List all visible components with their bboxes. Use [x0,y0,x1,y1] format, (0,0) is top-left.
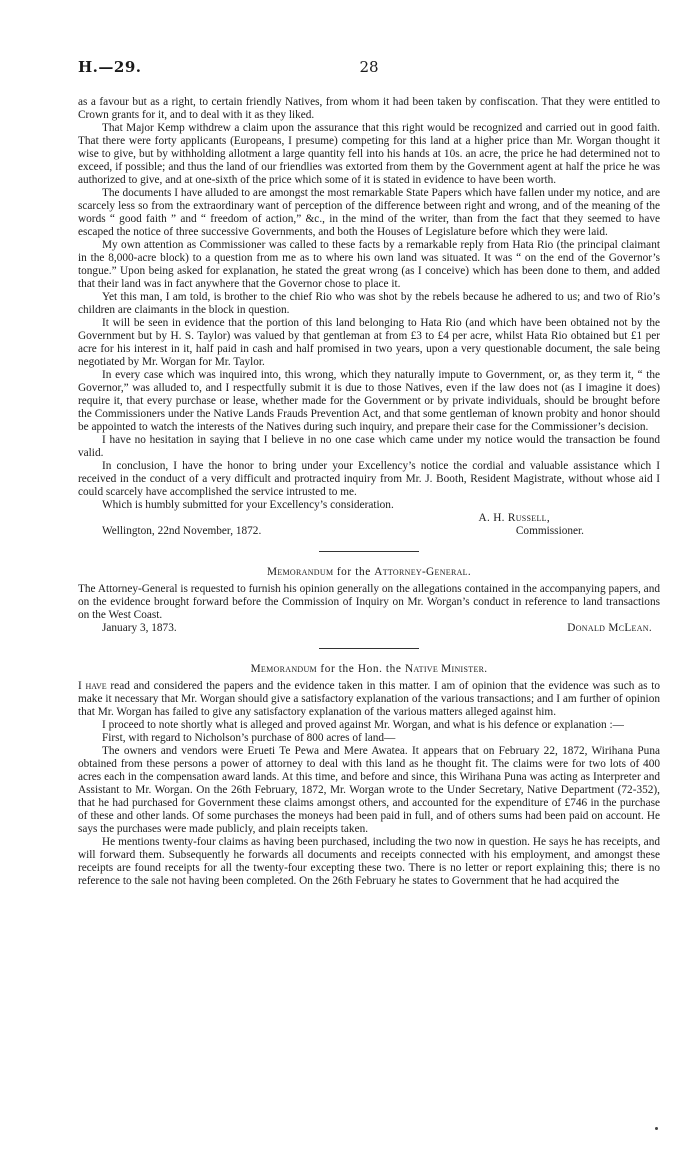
section-divider [319,648,419,649]
paragraph-text: read and considered the papers and the evidence taken in this matter. I am of opinion that the evidence was such as to make it necessary that Mr. Worgan should give a satisfactory explanation of the various transactions; and I am further of opinion that Mr. Worgan has failed to give any satisfactory explanation of the various matters alleged against him. [78,680,661,718]
paragraph: In conclusion, I have the honor to bring under your Excellency’s notice the cordial and valuable assistance which I received in the conduct of a very difficult and protracted inquiry from Mr. J. Booth, Resident Magistrate, without whose aid I could scarcely have accomplished the service intrusted to me. [78,460,660,498]
paragraph: I have no hesitation in saying that I believe in no one case which came under my notice would the transaction be found valid. [78,434,660,459]
page-number: 28 [359,58,379,76]
signatory-title: Commissioner. [515,525,584,537]
section-divider [319,551,419,552]
memo-title [78,663,660,676]
memo-date: January 3, 1873. [102,622,177,634]
document-number: H.—29. [78,58,142,76]
paragraph-lead: I have [78,680,107,692]
signature-block [78,512,660,538]
paragraph [78,680,660,719]
memo-dateline [78,622,660,635]
memo-title-recipient: Attorney-General. [374,566,471,578]
signatory-name: A. H. Russell, [478,512,550,524]
memo-title-connector: for the Hon. the [320,663,402,675]
paragraph: The owners and vendors were Erueti Te Pewa and Mere Awatea. It appears that on February 22, 1872, Wirihana Puna obtained from these persons a power of attorney to deal with this land as he thought fit. The claims were for two lots of 400 acres each in the compensation award lands. At this time, and before and since, this Wirihana Puna was acting as Interpreter and Assistant to Mr. Worgan. On the 26th February, 1872, Mr. Worgan wrote to the Under Secretary, Native Department (72-352), that he had purchased for Government these claims amongst others, and accounted for the expenditure of £746 in the purchase of these and other lands. Of some purchases the moneys had been paid in full, and of others sums had been paid on account. He says the purchases were made publicly, and plain receipts taken. [78,745,660,835]
memo-text: The Attorney-General is requested to furnish his opinion generally on the allegations contained in the accompanying papers, and on the evidence brought forward before the Commission of Inquiry on Mr. Worgan’s conduct in reference to land transactions on the West Coast. [78,583,660,621]
memo-signer: Donald McLean. [567,622,652,634]
paragraph: It will be seen in evidence that the portion of this land belonging to Hata Rio (and which have been obtained not by the Government but by H. S. Taylor) was valued by that gentleman at from £3 to £4 per acre, whilst Hata Rio obtained but £1 per acre for his interest in it, half paid in cash and half promised in two years, upon a very questionable document, the sale being negotiated by Mr. Worgan for Mr. Taylor. [78,317,660,368]
letter-date: Wellington, 22nd November, 1872. [102,525,262,537]
paragraph: He mentions twenty-four claims as having been purchased, including the two now in question. He says he has receipts, and will forward them. Subsequently he forwards all documents and receipts connected with his employment, and amongst these receipts are found receipts for all the twenty-four excepting these two. There is no letter or report explaining this; there is no reference to the sale not having been completed. On the 26th February he states to Government that he had acquired the [78,836,660,887]
paragraph: I proceed to note shortly what is alleged and proved against Mr. Worgan, and what is his defence or explanation :— [102,719,624,731]
paragraph: as a favour but as a right, to certain friendly Natives, from whom it had been taken by confiscation. That they were entitled to Crown grants for it, and to deal with it as they liked. [78,96,660,121]
document-body [78,96,660,888]
memo-title-recipient: Native Minister. [404,663,488,675]
memo-title [78,566,660,579]
paragraph: Yet this man, I am told, is brother to the chief Rio who was shot by the rebels because he adhered to us; and two of Rio’s children are claimants in the block in question. [78,291,660,316]
paragraph: Which is humbly submitted for your Excellency’s consideration. [102,499,394,511]
printer-mark [655,1127,658,1130]
paragraph: That Major Kemp withdrew a claim upon the assurance that this right would be recognized and carried out in good faith. That there were forty applicants (Europeans, I presume) competing for this land at a higher price than Mr. Worgan thought it wise to give, but by withholding allotment a large quantity fell into his hands at 10s. an acre, the price he had determined not to exceed, if possible; and thus the land of our friendlies was extorted from them by the Government agent at half the price he was authorized to give, and at one-sixth of the price which some of it is stated in evidence to have been worth. [78,122,660,186]
paragraph: In every case which was inquired into, this wrong, which they naturally impute to Government, or, as they term it, “ the Governor,” was alluded to, and I respectfully submit it is due to those Natives, even if the law does not (as I imagine it does) require it, that every purchase or lease, whether made for the Government or by private individuals, should be brought before the Commissioners under the Native Lands Frauds Prevention Act, and that some gentleman of known probity and honor should be appointed to watch the interests of the Natives during such inquiry, and prepare their case for the Commissioner’s decision. [78,369,660,433]
paragraph: The documents I have alluded to are amongst the most remarkable State Papers which have fallen under my notice, and are scarcely less so from the extraordinary want of perception of the difference between right and wrong, and of the meaning of the words “ good faith ” and “ freedom of action,” &c., in the mind of the writer, than from the fact that they seemed to have escaped the notice of three successive Governments, and both the Houses of Legislature before which they were laid. [78,187,660,238]
paragraph: First, with regard to Nicholson’s purchase of 800 acres of land— [102,732,396,744]
memo-title-connector: for the [336,566,371,578]
paragraph: My own attention as Commissioner was called to these facts by a remarkable reply from Hata Rio (the principal claimant in the 8,000-acre block) to a question from me as to where his own land was situated. It was “ on the end of the Governor’s tongue.” Upon being asked for explanation, he stated the great wrong (as I conceive) which has been done to them, and added that their land was in fact anywhere that the Governor chose to place it. [78,239,660,290]
page-header [78,58,660,82]
memo-title-word: Memorandum [250,663,317,675]
memo-title-word: Memorandum [266,566,334,578]
